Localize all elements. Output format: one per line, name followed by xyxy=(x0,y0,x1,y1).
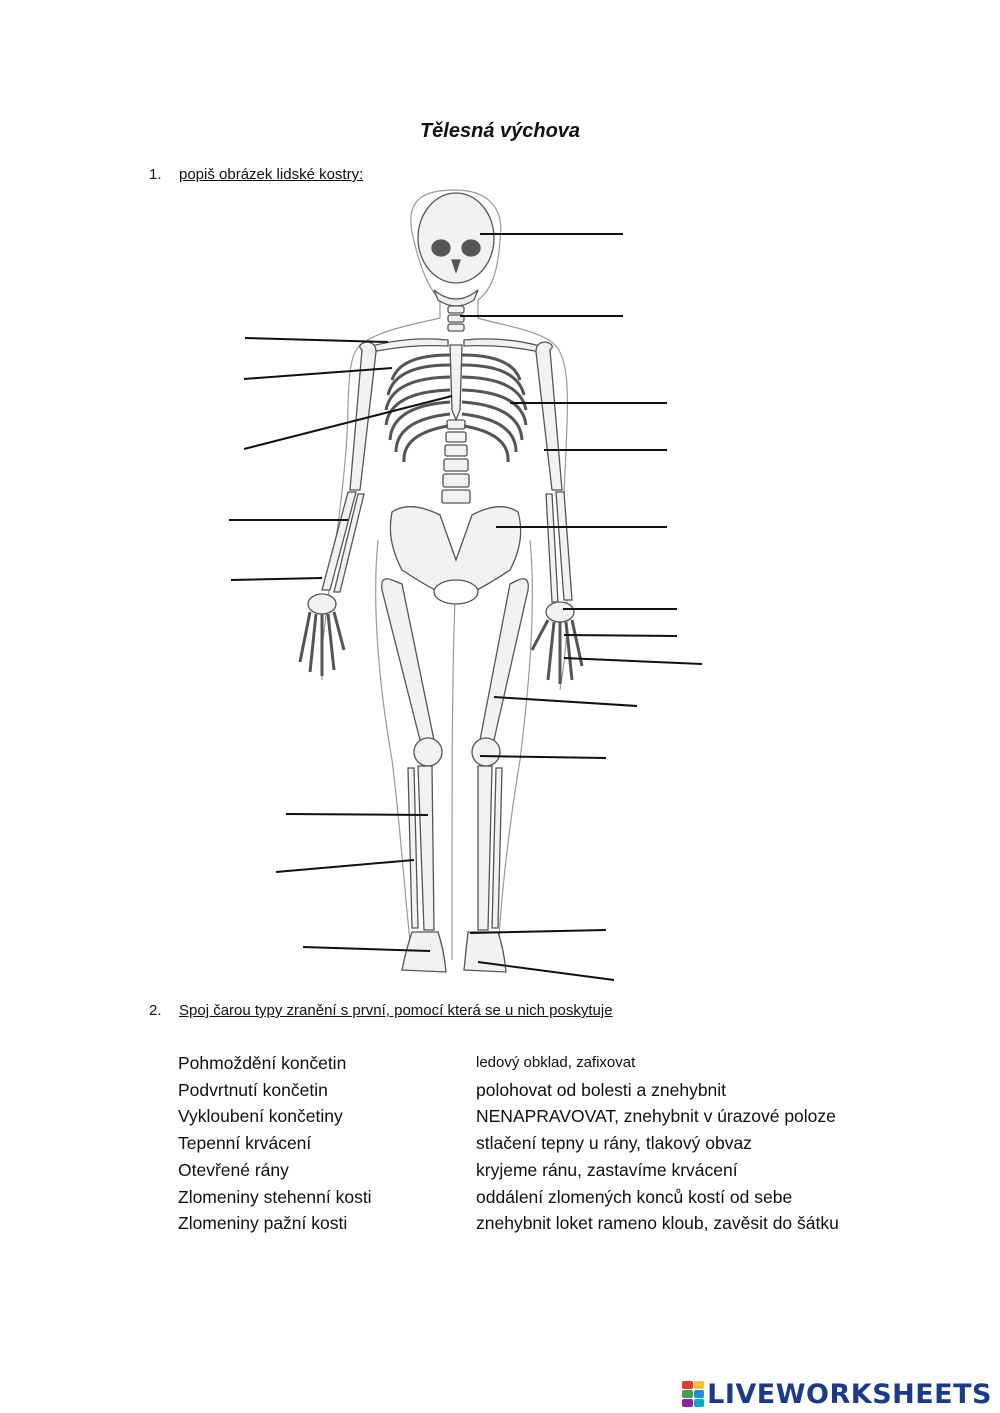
eye-socket-right xyxy=(462,240,480,256)
label-line-femur xyxy=(494,697,637,706)
injury-item: Tepenní krvácení xyxy=(178,1133,312,1154)
femur-left xyxy=(382,579,434,740)
injury-item: Pohmoždění končetin xyxy=(178,1053,347,1073)
injury-item: Otevřené rány xyxy=(178,1159,289,1180)
clavicle-right xyxy=(464,339,540,352)
foot-right xyxy=(464,932,506,972)
question-2-text: Spoj čarou typy zranění s první, pomocí která se u nich poskytuje xyxy=(179,1002,613,1019)
clavicle-left xyxy=(372,339,448,352)
first-aid-item: stlačení tepny u rány, tlakový obvaz xyxy=(476,1133,752,1154)
fibula-left xyxy=(408,768,418,928)
first-aid-item: ledový obklad, zafixovat xyxy=(476,1054,636,1071)
sternum xyxy=(450,345,462,420)
injury-item: Podvrtnutí končetin xyxy=(178,1079,328,1100)
first-aid-item: NENAPRAVOVAT, znehybnit v úrazové poloze xyxy=(476,1106,836,1127)
first-aid-list xyxy=(476,1050,839,1237)
injury-list xyxy=(178,1050,372,1237)
pelvic-opening xyxy=(434,580,478,604)
label-line-wrist xyxy=(231,578,322,580)
foot-left xyxy=(402,932,446,972)
question-1-text: popiš obrázek lidské kostry: xyxy=(179,166,364,183)
radius-right xyxy=(546,494,558,602)
fibula-right xyxy=(492,768,502,928)
first-aid-item: polohovat od bolesti a znehybnit xyxy=(476,1079,727,1100)
liveworksheets-logo xyxy=(682,1377,992,1411)
injury-item: Zlomeniny pažní kosti xyxy=(178,1213,348,1234)
logo-text: LIVEWORKSHEETS xyxy=(707,1378,992,1410)
label-line-metacarpals xyxy=(564,635,677,636)
femur-right xyxy=(480,579,528,740)
label-line-phalanges xyxy=(564,658,702,664)
hand-right xyxy=(532,602,582,684)
first-aid-item: kryjeme ránu, zastavíme krvácení xyxy=(476,1159,738,1180)
worksheet-title: Tělesná výchova xyxy=(419,120,581,142)
hand-left xyxy=(300,594,344,676)
injury-item: Zlomeniny stehenní kosti xyxy=(178,1186,372,1207)
label-line-fibula xyxy=(276,860,414,872)
first-aid-item: oddálení zlomených konců kostí od sebe xyxy=(476,1186,793,1207)
question-2 xyxy=(149,1002,613,1019)
question-2-number: 2. xyxy=(149,1002,162,1019)
ulna-right xyxy=(556,492,572,600)
knee-left xyxy=(414,738,442,766)
tibia-right xyxy=(478,766,492,930)
question-1-number: 1. xyxy=(149,166,162,183)
knee-right xyxy=(472,738,500,766)
injury-item: Vykloubení končetiny xyxy=(178,1106,343,1127)
logo-mark-icon xyxy=(682,1381,704,1407)
tibia-left xyxy=(418,766,434,930)
eye-socket-left xyxy=(432,240,450,256)
label-line-tibia xyxy=(286,814,428,815)
humerus-right xyxy=(536,342,562,490)
skeleton-bones xyxy=(300,193,582,972)
first-aid-item: znehybnit loket rameno kloub, zavěsit do šátku xyxy=(476,1213,839,1234)
